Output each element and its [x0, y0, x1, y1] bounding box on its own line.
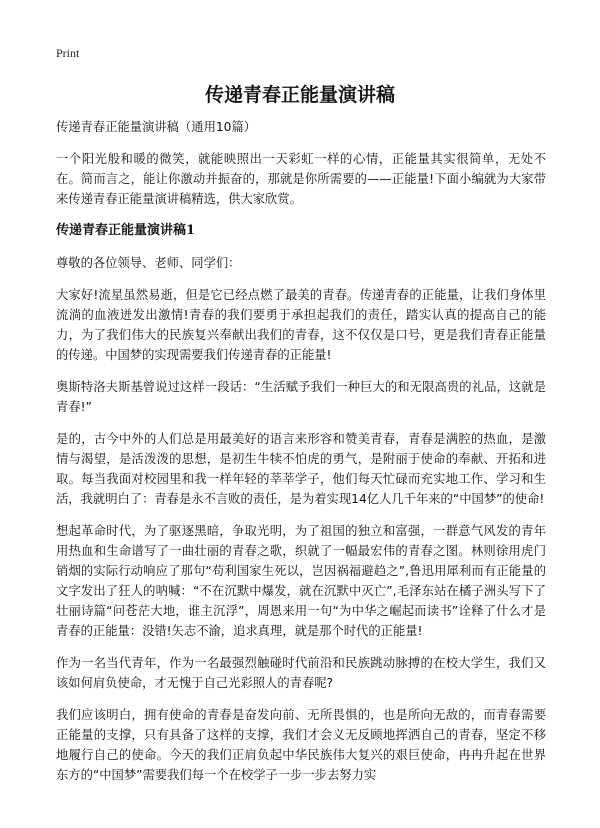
greeting: 尊敬的各位领导、老师、同学们： — [56, 256, 241, 270]
page-title: 传递青春正能量演讲稿 — [204, 84, 395, 106]
paragraph-4: 想起革命时代，为了驱逐黑暗，争取光明，为了祖国的独立和富强，一群意气风发的青年用热血和生命谱写了一曲壮丽的青春之歌，织就了一幅最宏伟的青春之图。林则徐用虎门销烟的实际行动响应了那句“苟利国家生死以，岂因祸福避趋之”,鲁迅用犀利而有正能量的文字发出了狂人的呐喊：“不在沉默中爆发，就在沉默中灭亡”,毛泽东站在橘子洲头写下了壮丽诗篇“问苍茫大地，谁主沉浮”，周恩来用一句“为中华之崛起而读书”诠释了什么才是青春的正能量：没错!矢志不渝，追求真理，就是那个时代的正能量! — [56, 524, 546, 638]
section-heading: 传递青春正能量演讲稿1 — [56, 223, 196, 238]
subtitle: 传递青春正能量演讲稿（通用10篇） — [56, 120, 257, 134]
paragraph-3: 是的，古今中外的人们总是用最美好的语言来形容和赞美青春，青春是满腔的热血，是激情与渴望，是活泼泼的思想，是初生牛犊不怕虎的勇气，是附丽于使命的奉献、开拓和进取。每当我面对校园里和我一样年轻的莘莘学子，他们每天忙碌而充实地工作、学习和生活，我就明白了：青春是永不言败的责任，是为着实现14亿人几千年来的“中国梦”的使命! — [56, 432, 546, 506]
print-link[interactable]: Print — [56, 46, 80, 60]
paragraph-1: 大家好!流星虽然易逝，但是它已经点燃了最美的青春。传递青春的正能量，让我们身体里流淌的血液迸发出激情!青春的我们要勇于承担起我们的责任，踏实认真的提高自己的能力，为了我们伟大的民族复兴奉献出我们的青春，这不仅仅是口号，更是我们青春正能量的传递。中国梦的实现需要我们传递青春的正能量! — [56, 288, 546, 362]
intro-paragraph: 一个阳光般和暖的微笑，就能映照出一天彩虹一样的心情，正能量其实很简单，无处不在。简而言之，能让你激动并振奋的，那就是你所需要的——正能量!下面小编就为大家带来传递青春正能量演讲稿精选，供大家欣赏。 — [56, 152, 546, 206]
paragraph-2: 奥斯特洛夫斯基曾说过这样一段话：“生活赋予我们一种巨大的和无限高贵的礼品，这就是青春!” — [56, 380, 546, 414]
paragraph-5: 作为一名当代青年，作为一名最强烈触碰时代前沿和民族跳动脉搏的在校大学生，我们又该如何肩负使命，才无愧于自己光彩照人的青春呢? — [56, 656, 546, 690]
article-body — [56, 117, 546, 797]
paragraph-6: 我们应该明白，拥有使命的青春是奋发向前、无所畏惧的，也是所向无敌的，而青春需要正能量的支撑，只有具备了这样的支撑，我们才会义无反顾地挥洒自己的青春，坚定不移地履行自己的使命。今天的我们正肩负起中华民族伟大复兴的艰巨使命，冉冉升起在世界东方的“中国梦”需要我们每一个在校学子一步一步去努力实 — [56, 708, 546, 782]
